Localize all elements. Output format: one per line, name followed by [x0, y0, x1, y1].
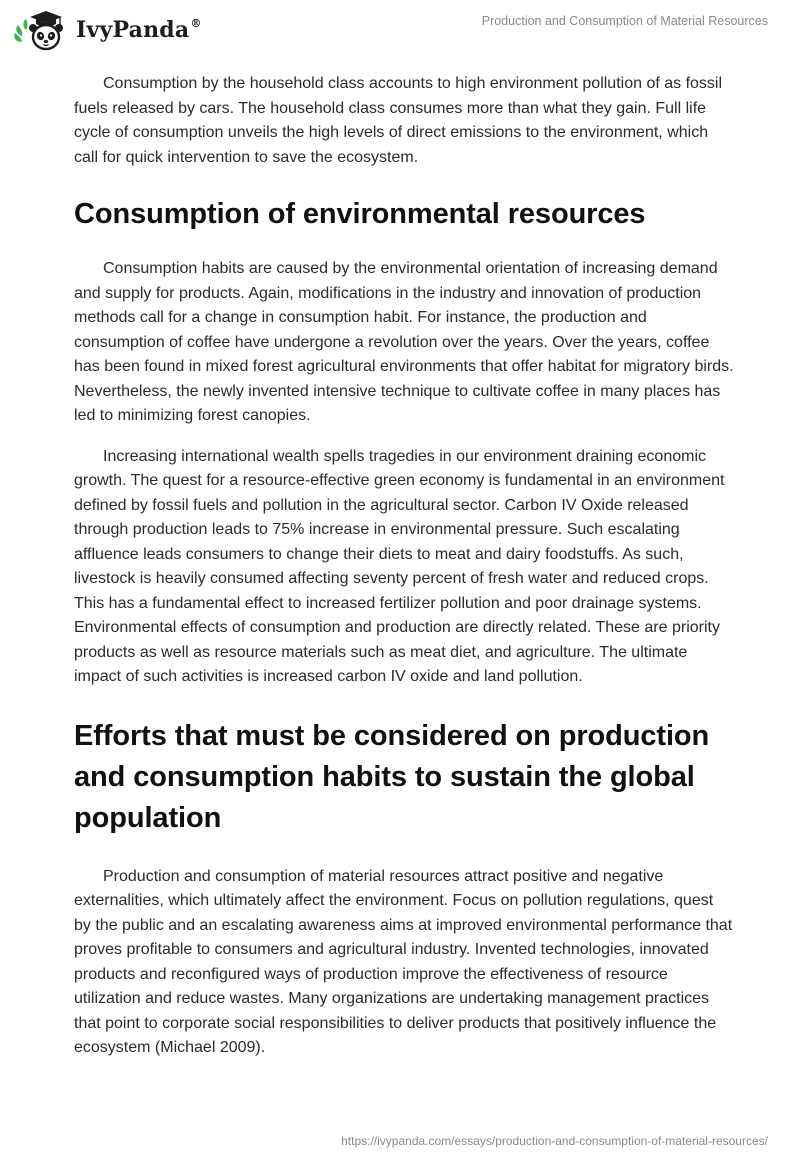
ivypanda-logo[interactable]: [14, 8, 202, 52]
paragraph: Increasing international wealth spells tragedies in our environment draining economic growth. The quest for a resource-effective green economy is fundamental in an environment defined by fossil fuels and pollution in the agricultural sector. Carbon IV Oxide released through production leads to 75% increase in environmental pressure. Such escalating affluence leads consumers to change their diets to meat and dairy foodstuffs. As such, livestock is heavily consumed affecting seventy percent of fresh water and reduced crops. This has a fundamental effect to increased fertilizer pollution and poor drainage systems. Environmental effects of consumption and production are directly related. These are priority products as well as resource materials such as meat diet, and agriculture. The ultimate impact of such activities is increased carbon IV oxide and land pollution.: [74, 447, 725, 685]
section-heading: Efforts that must be considered on production and consumption habits to sustain the global population: [74, 719, 710, 834]
source-url[interactable]: https://ivypanda.com/essays/production-and-consumption-of-material-resources/: [341, 1134, 768, 1148]
running-title: Production and Consumption of Material Resources: [481, 14, 768, 28]
paragraph: Production and consumption of material resources attract positive and negative externalities, which ultimately affect the environment. Focus on pollution regulations, quest by the public and an escalating awareness aims at improved environmental performance that proves profitable to consumers and agricultural industry. Invented technologies, innovated products and reconfigured ways of production improve the effectiveness of resource utilization and reduce wastes. Many organizations are undertaking management practices that point to corporate social responsibilities to deliver products that positively influence the ecosystem (Michael 2009).: [74, 867, 733, 1056]
paragraph: Consumption habits are caused by the environmental orientation of increasing demand and supply for products. Again, modifications in the industry and innovation of production methods call for a change in consumption habit. For instance, the production and consumption of coffee have undergone a revolution over the years. Over the years, coffee has been found in mixed forest agricultural environments that offer habitat for migratory birds. Nevertheless, the newly invented intensive technique to cultivate coffee in many places has led to minimizing forest canopies.: [74, 260, 734, 424]
panda-graduate-icon: [14, 8, 70, 52]
section-heading: Consumption of environmental resources: [74, 198, 646, 230]
brand-name: IvyPanda®: [76, 17, 202, 43]
essay-content: [74, 72, 734, 1061]
page-header: [0, 0, 800, 70]
paragraph: Consumption by the household class accounts to high environment pollution of as fossil fuels released by cars. The household class consumes more than what they gain. Full life cycle of consumption unveils the high levels of direct emissions to the environment, which call for quick intervention to save the ecosystem.: [74, 75, 723, 166]
